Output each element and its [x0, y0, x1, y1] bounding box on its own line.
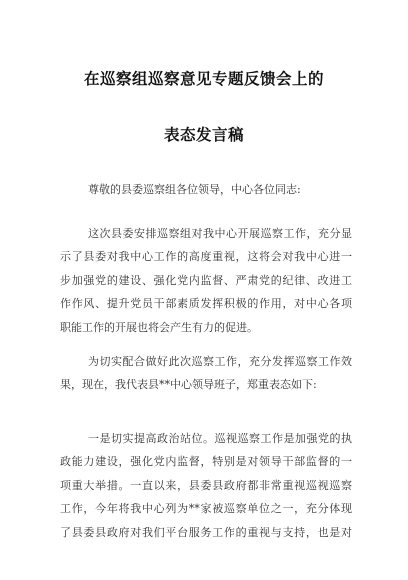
- paragraph-line: 政能力建设，强化党内监督，特别是对领导干部监督的一: [60, 455, 352, 469]
- paragraph-line: 工作，今年将我中心列为**家被巡察单位之一，充分体现: [60, 502, 352, 516]
- paragraph-line: 了县委县政府对我们平台服务工作的重视与支持，也是对: [60, 525, 352, 539]
- paragraph-line: 一是切实提高政治站位。巡视巡察工作是加强党的执: [88, 432, 352, 445]
- paragraph-line: 为切实配合做好此次巡察工作，充分发挥巡察工作效: [88, 355, 352, 368]
- paragraph-3: [60, 427, 352, 544]
- paragraph-2: [60, 350, 352, 397]
- salutation: 尊敬的县委巡察组各位领导，中心各位同志:: [88, 183, 301, 196]
- paragraph-line: 果，现在，我代表县**中心领导班子，郑重表态如下:: [60, 378, 317, 392]
- paragraph-line: 示了县委对我中心工作的高度重视，这将会对我中心进一: [60, 250, 352, 264]
- paragraph-1: [60, 222, 352, 339]
- paragraph-line: 职能工作的开展也将会产生有力的促进。: [60, 320, 258, 334]
- document-title-line-1: 在巡察组巡察意见专题反馈会上的: [83, 69, 324, 88]
- paragraph-line: 步加强党的建设、强化党内监督、严肃党的纪律、改进工: [60, 273, 352, 287]
- paragraph-line: 项重大举措。一直以来，县委县政府都非常重视巡视巡察: [60, 478, 352, 492]
- document-title-line-2: 表态发言稿: [163, 125, 244, 144]
- paragraph-line: 这次县委安排巡察组对我中心开展巡察工作，充分显: [88, 227, 352, 240]
- paragraph-line: 作作风、提升党员干部素质发挥积极的作用，对中心各项: [60, 297, 352, 311]
